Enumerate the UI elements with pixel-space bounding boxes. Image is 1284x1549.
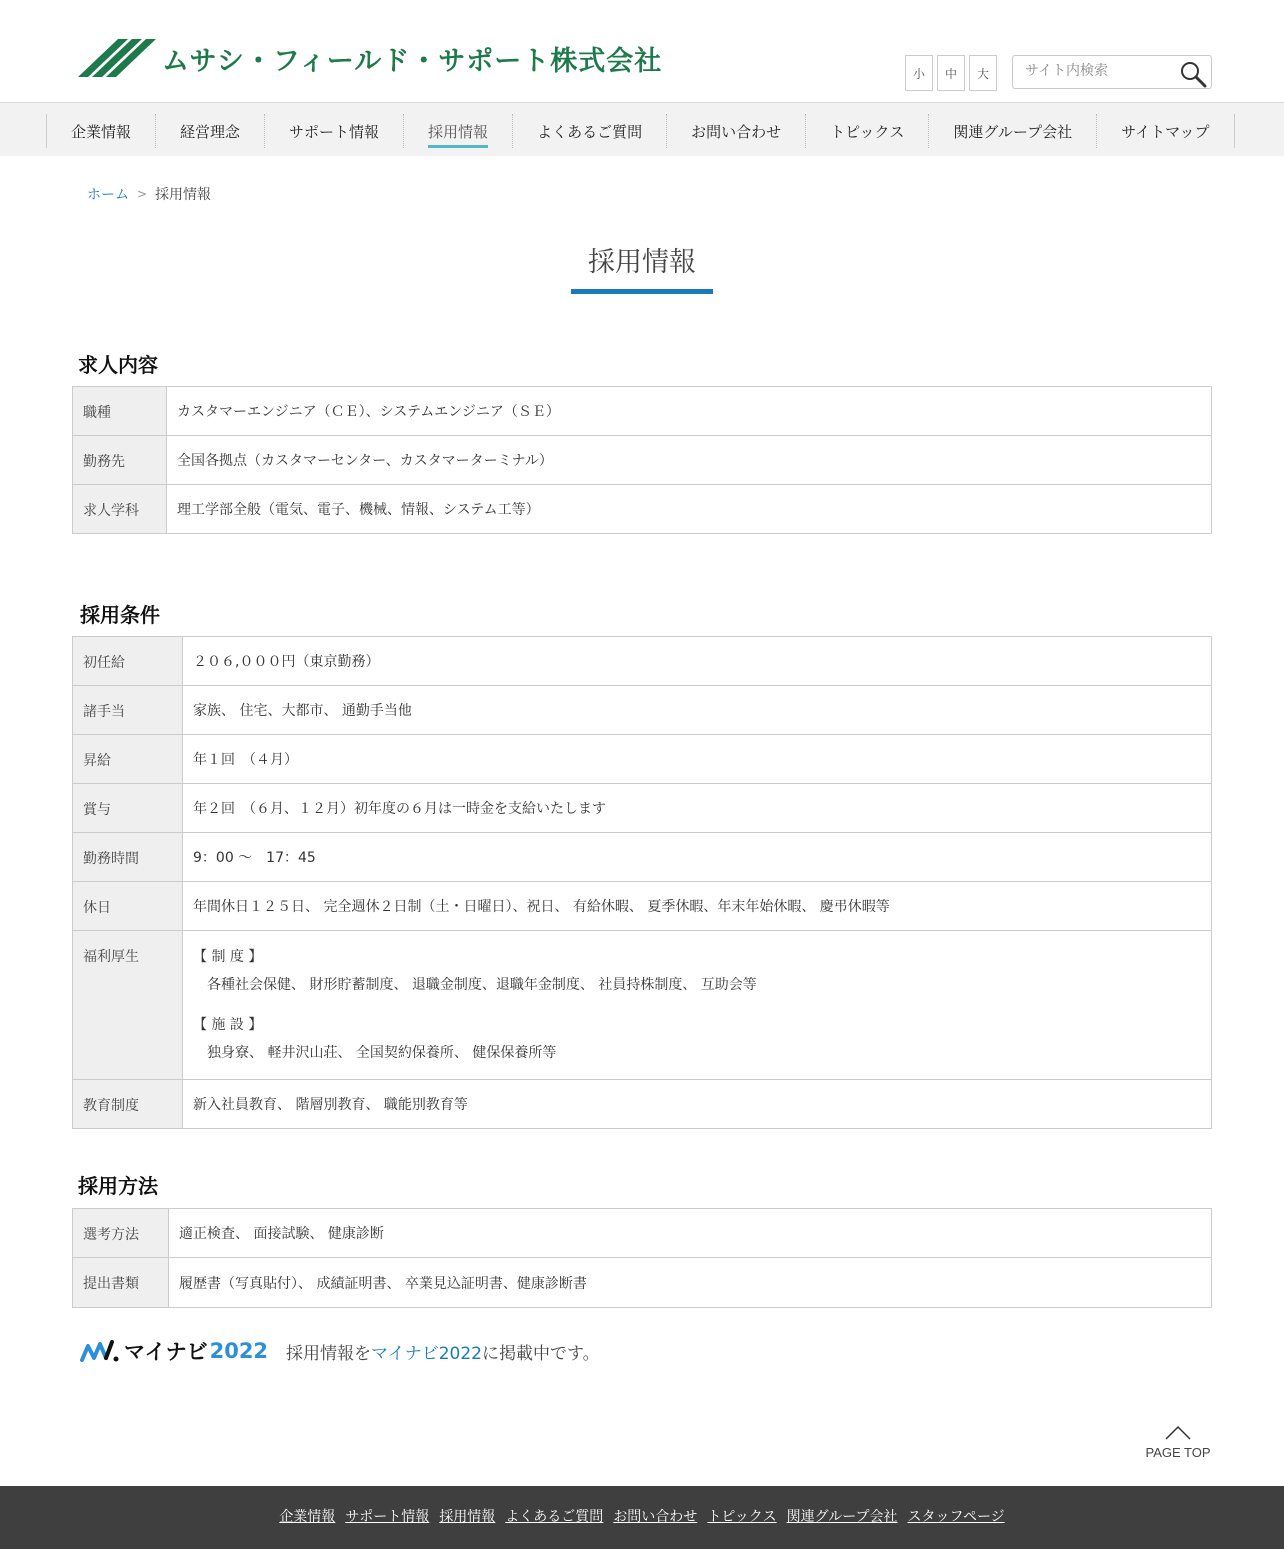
row-label: 福利厚生 xyxy=(73,931,183,1080)
row-label: 休日 xyxy=(73,882,183,931)
welfare-system-heading: 【 制 度 】 xyxy=(193,949,263,965)
search-input[interactable] xyxy=(1025,63,1175,79)
breadcrumb-home-link[interactable]: ホーム xyxy=(87,187,129,203)
row-label: 選考方法 xyxy=(73,1209,169,1258)
welfare-value xyxy=(183,931,1212,1080)
row-value: 年２回 （６月、１２月）初年度の６月は一時金を支給いたします xyxy=(183,784,1212,833)
footer-link-staff[interactable]: スタッフページ xyxy=(907,1509,1005,1525)
nav-item-philosophy[interactable]: 経営理念 xyxy=(156,114,265,148)
row-value: ２０６,０００円（東京勤務） xyxy=(183,637,1212,686)
footer-link-faq[interactable]: よくあるご質問 xyxy=(505,1509,604,1525)
nav-item-support[interactable]: サポート情報 xyxy=(265,114,404,148)
section-title-method: 採用方法 xyxy=(78,1174,158,1198)
spacer xyxy=(193,999,1201,1011)
footer-link-group[interactable]: 関連グループ会社 xyxy=(786,1509,898,1525)
mynavi-logo-text: マイナビ xyxy=(124,1340,208,1364)
row-value: 全国各拠点（カスタマーセンター、カスタマーターミナル） xyxy=(167,436,1212,485)
row-label: 提出書類 xyxy=(73,1258,169,1308)
mynavi-logo[interactable] xyxy=(80,1336,268,1366)
table-row xyxy=(73,485,1212,534)
footer-link-support[interactable]: サポート情報 xyxy=(345,1509,430,1525)
nav-item-faq[interactable]: よくあるご質問 xyxy=(513,114,667,148)
welfare-facility-heading: 【 施 設 】 xyxy=(193,1017,263,1033)
table-row xyxy=(73,833,1212,882)
mynavi-banner xyxy=(80,1336,600,1366)
font-size-large-button[interactable]: 大 xyxy=(969,55,997,91)
search-icon[interactable] xyxy=(1179,60,1207,88)
method-table xyxy=(72,1208,1212,1308)
table-row xyxy=(73,436,1212,485)
mynavi-message-post: に掲載中です。 xyxy=(481,1343,600,1364)
row-label: 勤務時間 xyxy=(73,833,183,882)
row-value: 年１回 （４月） xyxy=(183,735,1212,784)
row-value: 年間休日１２５日、 完全週休２日制（土・日曜日）、祝日、 有給休暇、 夏季休暇、年末年始休暇、 慶弔休暇等 xyxy=(183,882,1212,931)
row-label: 昇給 xyxy=(73,735,183,784)
table-row xyxy=(73,637,1212,686)
welfare-facility-text: 独身寮、 軽井沢山荘、 全国契約保養所、 健保保養所等 xyxy=(207,1045,557,1061)
row-value: 適正検査、 面接試験、 健康診断 xyxy=(169,1209,1212,1258)
breadcrumb-separator: > xyxy=(137,187,148,201)
font-size-medium-button[interactable]: 中 xyxy=(937,55,965,91)
row-value: カスタマーエンジニア（ＣＥ）、システムエンジニア（ＳＥ） xyxy=(167,387,1212,436)
section-title-conditions: 採用条件 xyxy=(80,603,160,627)
page-title: 採用情報 xyxy=(588,247,696,278)
table-row xyxy=(73,1258,1212,1308)
mynavi-link[interactable]: マイナビ2022 xyxy=(371,1343,482,1364)
mynavi-mark-icon xyxy=(80,1338,120,1364)
row-label: 初任給 xyxy=(73,637,183,686)
section-title-job: 求人内容 xyxy=(78,353,158,377)
row-label: 諸手当 xyxy=(73,686,183,735)
footer-link-recruit[interactable]: 採用情報 xyxy=(439,1509,496,1525)
table-row xyxy=(73,882,1212,931)
company-logo[interactable] xyxy=(78,38,662,78)
breadcrumb xyxy=(87,184,211,204)
row-value: 新入社員教育、 階層別教育、 職能別教育等 xyxy=(183,1080,1212,1129)
table-row xyxy=(73,1080,1212,1129)
table-row xyxy=(73,1209,1212,1258)
site-header xyxy=(0,0,1284,102)
nav-item-contact[interactable]: お問い合わせ xyxy=(667,114,806,148)
mynavi-message-pre: 採用情報を xyxy=(286,1343,372,1364)
nav-item-recruit[interactable]: 採用情報 xyxy=(404,114,513,148)
site-footer xyxy=(0,1486,1284,1549)
global-nav xyxy=(0,102,1284,156)
row-label: 求人学科 xyxy=(73,485,167,534)
row-label: 教育制度 xyxy=(73,1080,183,1129)
conditions-table xyxy=(72,636,1212,1129)
row-value: 9：00 ～ 17：45 xyxy=(183,833,1212,882)
page-top-button[interactable] xyxy=(1140,1425,1216,1460)
table-row xyxy=(73,784,1212,833)
table-row-welfare xyxy=(73,931,1212,1080)
nav-item-group[interactable]: 関連グループ会社 xyxy=(929,114,1097,148)
breadcrumb-current: 採用情報 xyxy=(155,187,212,203)
nav-item-topics[interactable]: トピックス xyxy=(806,114,929,148)
font-size-switcher xyxy=(905,55,997,91)
mynavi-message xyxy=(286,1339,600,1364)
row-value: 理工学部全般（電気、電子、機械、情報、システム工等） xyxy=(167,485,1212,534)
nav-item-company[interactable]: 企業情報 xyxy=(47,114,156,148)
font-size-small-button[interactable]: 小 xyxy=(905,55,933,91)
row-value: 家族、 住宅、大都市、 通勤手当他 xyxy=(183,686,1212,735)
row-label: 職種 xyxy=(73,387,167,436)
footer-link-topics[interactable]: トピックス xyxy=(707,1509,777,1525)
page-top-label: PAGE TOP xyxy=(1145,1445,1211,1460)
title-underline xyxy=(571,289,713,294)
row-label: 勤務先 xyxy=(73,436,167,485)
mynavi-logo-year: 2022 xyxy=(209,1339,269,1363)
logo-stripes-icon xyxy=(78,39,156,77)
footer-link-contact[interactable]: お問い合わせ xyxy=(613,1509,698,1525)
footer-link-company[interactable]: 企業情報 xyxy=(279,1509,336,1525)
table-row xyxy=(73,387,1212,436)
job-table xyxy=(72,386,1212,534)
table-row xyxy=(73,686,1212,735)
row-label: 賞与 xyxy=(73,784,183,833)
nav-item-sitemap[interactable]: サイトマップ xyxy=(1097,114,1234,148)
row-value: 履歴書（写真貼付）、 成績証明書、 卒業見込証明書、健康診断書 xyxy=(169,1258,1212,1308)
chevron-up-icon xyxy=(1164,1425,1192,1441)
table-row xyxy=(73,735,1212,784)
site-search xyxy=(1012,55,1212,89)
welfare-system-text: 各種社会保健、 財形貯蓄制度、 退職金制度、退職年金制度、 社員持株制度、 互助会等 xyxy=(207,977,757,993)
company-name: ムサシ・フィールド・サポート株式会社 xyxy=(162,45,663,77)
